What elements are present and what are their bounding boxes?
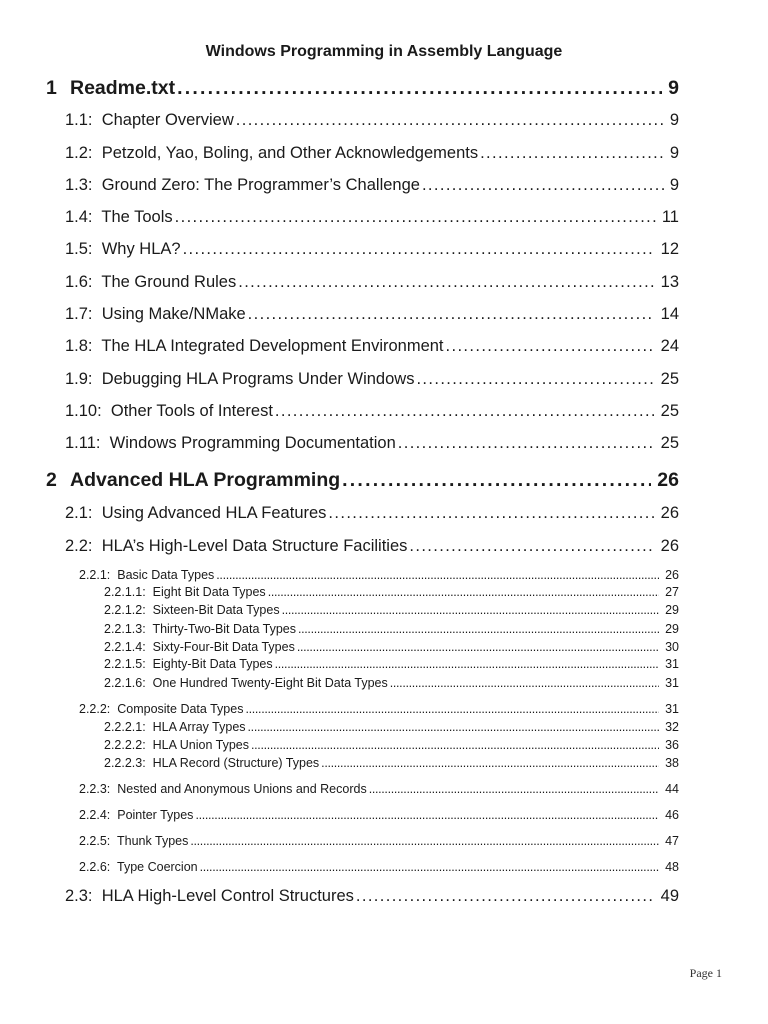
toc-page-number: 25 <box>660 370 679 388</box>
toc-page-number: 25 <box>660 434 679 452</box>
toc-entry-chapter[interactable] <box>46 467 679 493</box>
toc-entry-section[interactable] <box>65 885 679 907</box>
toc-number: 1.2: <box>65 144 93 162</box>
dot-leader <box>175 206 656 228</box>
toc-page-number: 13 <box>660 273 679 291</box>
toc-entry-subsubsection[interactable] <box>104 755 679 771</box>
dot-leader <box>200 859 659 875</box>
toc-entry-section[interactable] <box>65 271 679 293</box>
toc-entry-section[interactable] <box>65 238 679 260</box>
toc-number: 2.2.1.1: <box>104 585 146 599</box>
dot-leader <box>195 807 659 823</box>
toc-title: Composite Data Types <box>117 702 244 716</box>
toc-entry-section[interactable] <box>65 335 679 357</box>
toc-number: 2.2.3: <box>79 782 111 796</box>
toc-entry-subsection[interactable] <box>79 807 679 823</box>
toc-number: 1.4: <box>65 208 93 226</box>
dot-leader <box>321 755 659 771</box>
dot-leader <box>390 675 659 691</box>
dot-leader <box>268 584 659 600</box>
toc-number: 1.3: <box>65 176 93 194</box>
dot-leader <box>342 467 651 493</box>
toc-page-number: 26 <box>660 504 679 522</box>
toc-title: Pointer Types <box>117 808 194 822</box>
toc-number: 2.2.1.3: <box>104 622 146 636</box>
dot-leader <box>238 271 654 293</box>
toc-number: 1.8: <box>65 337 93 355</box>
toc-page-number: 12 <box>660 240 679 258</box>
toc-number: 1.10: <box>65 402 102 420</box>
toc-title: Ground Zero: The Programmer’s Challenge <box>101 176 420 194</box>
toc-page-number: 31 <box>665 676 679 690</box>
toc-title: Petzold, Yao, Boling, and Other Acknowledgements <box>101 144 479 162</box>
dot-leader <box>275 656 659 672</box>
toc-title: Eight Bit Data Types <box>152 585 266 599</box>
toc-page-number: 14 <box>660 305 679 323</box>
toc-title: Using Make/NMake <box>101 305 246 323</box>
toc-title: Windows Programming Documentation <box>109 434 396 452</box>
toc-page-number: 48 <box>665 860 679 874</box>
dot-leader <box>248 719 660 735</box>
dot-leader <box>398 432 655 454</box>
toc-page-number: 30 <box>665 640 679 654</box>
toc-entry-section[interactable] <box>65 432 679 454</box>
toc-title: HLA Array Types <box>152 720 246 734</box>
toc-page-number: 31 <box>665 657 679 671</box>
toc-entry-section[interactable] <box>65 174 679 196</box>
toc-number: 1.11: <box>65 434 101 452</box>
dot-leader <box>282 602 660 618</box>
toc-title: Chapter Overview <box>101 111 234 129</box>
toc-entry-subsubsection[interactable] <box>104 584 679 600</box>
toc-entry-section[interactable] <box>65 368 679 390</box>
dot-leader <box>248 303 655 325</box>
toc-page-number: 47 <box>665 834 679 848</box>
toc-page-number: 44 <box>665 782 679 796</box>
toc-title: Sixty-Four-Bit Data Types <box>152 640 295 654</box>
dot-leader <box>297 639 659 655</box>
toc-number: 1.1: <box>65 111 93 129</box>
toc-title: Eighty-Bit Data Types <box>152 657 273 671</box>
toc-number: 2.2.2: <box>79 702 111 716</box>
toc-title: Other Tools of Interest <box>110 402 273 420</box>
toc-entry-subsubsection[interactable] <box>104 675 679 691</box>
dot-leader <box>216 567 659 583</box>
toc-page-number: 25 <box>660 402 679 420</box>
toc-page-number: 26 <box>665 568 679 582</box>
toc-page-number: 9 <box>668 77 679 99</box>
dot-leader <box>480 142 664 164</box>
toc-title: Debugging HLA Programs Under Windows <box>101 370 415 388</box>
dot-leader <box>416 368 654 390</box>
toc-page-number: 38 <box>665 756 679 770</box>
toc-title: Why HLA? <box>101 240 181 258</box>
toc-page-number: 46 <box>665 808 679 822</box>
toc-page-number: 9 <box>669 176 679 194</box>
dot-leader <box>446 335 655 357</box>
toc-number: 2.2.1: <box>79 568 111 582</box>
toc-title: Thirty-Two-Bit Data Types <box>152 622 296 636</box>
toc-number: 2.2.2.1: <box>104 720 146 734</box>
toc-title: HLA High-Level Control Structures <box>101 887 354 905</box>
toc-title: The HLA Integrated Development Environment <box>101 337 444 355</box>
dot-leader <box>236 109 664 131</box>
page-footer: Page 1 <box>689 966 722 980</box>
toc-page-number: 26 <box>660 537 679 555</box>
toc-entry-chapter[interactable] <box>46 75 679 101</box>
toc-entry-section[interactable] <box>65 400 679 422</box>
toc-page-number: 24 <box>660 337 679 355</box>
toc-page-number: 31 <box>665 702 679 716</box>
toc-page-number: 27 <box>665 585 679 599</box>
toc-page-number: 36 <box>665 738 679 752</box>
dot-leader <box>183 238 655 260</box>
dot-leader <box>409 535 654 557</box>
toc-number: 1.6: <box>65 273 93 291</box>
toc-title: Type Coercion <box>117 860 198 874</box>
toc-entry-section[interactable] <box>65 303 679 325</box>
dot-leader <box>298 621 659 637</box>
toc-title: HLA Record (Structure) Types <box>152 756 320 770</box>
toc-number: 1.7: <box>65 305 93 323</box>
dot-leader <box>275 400 655 422</box>
toc-title: Basic Data Types <box>117 568 215 582</box>
dot-leader <box>190 833 659 849</box>
toc-number: 1 <box>46 77 57 99</box>
toc-number: 2.2.1.2: <box>104 603 146 617</box>
toc-number: 2 <box>46 469 57 491</box>
toc-page-number: 29 <box>665 622 679 636</box>
toc-number: 1.5: <box>65 240 93 258</box>
dot-leader <box>422 174 664 196</box>
toc-entry-subsection[interactable] <box>79 833 679 849</box>
toc-entry-section[interactable] <box>65 109 679 131</box>
toc-title: Using Advanced HLA Features <box>101 504 327 522</box>
toc-number: 2.2.2.3: <box>104 756 146 770</box>
toc-entry-subsection[interactable] <box>79 567 679 583</box>
toc-entry-subsection[interactable] <box>79 781 679 797</box>
toc-number: 2.2.1.4: <box>104 640 146 654</box>
dot-leader <box>369 781 659 797</box>
toc-page-number: 9 <box>669 144 679 162</box>
toc-number: 2.2.4: <box>79 808 111 822</box>
toc-page-number: 26 <box>657 469 679 491</box>
toc-page-number: 32 <box>665 720 679 734</box>
toc-number: 2.2.1.6: <box>104 676 146 690</box>
toc-title: One Hundred Twenty-Eight Bit Data Types <box>152 676 388 690</box>
dot-leader <box>328 502 654 524</box>
toc-title: Readme.txt <box>70 77 176 99</box>
toc-page-number: 49 <box>660 887 679 905</box>
toc-entry-section[interactable] <box>65 142 679 164</box>
toc-entry-subsubsection[interactable] <box>104 719 679 735</box>
toc-number: 1.9: <box>65 370 93 388</box>
toc-title: The Ground Rules <box>101 273 237 291</box>
dot-leader <box>356 885 655 907</box>
toc-number: 2.1: <box>65 504 93 522</box>
toc-entry-subsubsection[interactable] <box>104 737 679 753</box>
document-title: Windows Programming in Assembly Language <box>205 43 563 60</box>
toc-number: 2.2: <box>65 537 93 555</box>
toc-entry-subsection[interactable] <box>79 859 679 875</box>
toc-title: HLA’s High-Level Data Structure Facilities <box>101 537 408 555</box>
dot-leader <box>177 75 662 101</box>
toc-page-number: 9 <box>669 111 679 129</box>
toc-page-number: 29 <box>665 603 679 617</box>
toc-entry-section[interactable] <box>65 535 679 557</box>
toc-page-number: 11 <box>661 208 679 226</box>
toc-title: HLA Union Types <box>152 738 250 752</box>
toc-number: 2.2.6: <box>79 860 111 874</box>
toc-number: 2.3: <box>65 887 93 905</box>
toc-title: Sixteen-Bit Data Types <box>152 603 280 617</box>
toc-number: 2.2.5: <box>79 834 111 848</box>
toc-entry-section[interactable] <box>65 206 679 228</box>
toc-title: The Tools <box>101 208 173 226</box>
toc-number: 2.2.2.2: <box>104 738 146 752</box>
toc-title: Thunk Types <box>117 834 189 848</box>
toc-entry-subsubsection[interactable] <box>104 639 679 655</box>
toc-entry-section[interactable] <box>65 502 679 524</box>
toc-entry-subsubsection[interactable] <box>104 656 679 672</box>
toc-title: Nested and Anonymous Unions and Records <box>117 782 367 796</box>
dot-leader <box>251 737 659 753</box>
toc-entry-subsection[interactable] <box>79 701 679 717</box>
toc-entry-subsubsection[interactable] <box>104 621 679 637</box>
toc-entry-subsubsection[interactable] <box>104 602 679 618</box>
toc-number: 2.2.1.5: <box>104 657 146 671</box>
toc-title: Advanced HLA Programming <box>70 469 341 491</box>
dot-leader <box>245 701 659 717</box>
